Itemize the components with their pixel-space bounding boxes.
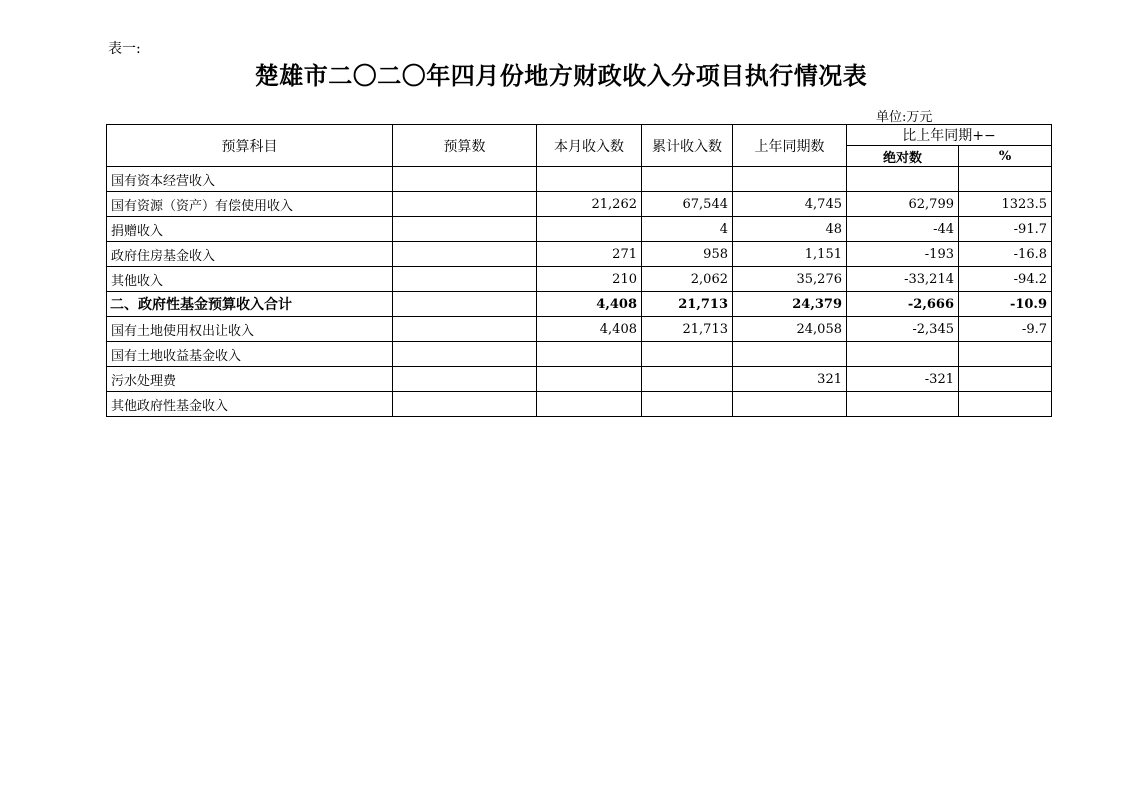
row-name: 国有土地收益基金收入 — [107, 342, 393, 367]
header-absolute: 绝对数 — [847, 146, 959, 167]
table-row-total — [107, 292, 1052, 317]
cell-absolute: -2,666 — [847, 292, 959, 317]
header-percent: % — [959, 146, 1052, 167]
cell-month: 4,408 — [537, 292, 642, 317]
cell-absolute: -2,345 — [847, 317, 959, 342]
table-row — [107, 267, 1052, 292]
row-name: 二、政府性基金预算收入合计 — [107, 292, 393, 317]
row-name: 捐赠收入 — [107, 217, 393, 242]
header-budget: 预算数 — [393, 125, 537, 167]
cell-lastyear: 4,745 — [733, 192, 847, 217]
cell-budget — [393, 317, 537, 342]
row-name: 政府住房基金收入 — [107, 242, 393, 267]
header-cumulative: 累计收入数 — [642, 125, 733, 167]
cell-lastyear: 24,058 — [733, 317, 847, 342]
cell-absolute: -33,214 — [847, 267, 959, 292]
cell-month — [537, 392, 642, 417]
cell-month — [537, 167, 642, 192]
row-name: 国有资本经营收入 — [107, 167, 393, 192]
cell-absolute: -321 — [847, 367, 959, 392]
table-row — [107, 242, 1052, 267]
table-row — [107, 342, 1052, 367]
cell-percent: -16.8 — [959, 242, 1052, 267]
revenue-table — [106, 124, 1052, 417]
cell-month: 21,262 — [537, 192, 642, 217]
cell-lastyear: 35,276 — [733, 267, 847, 292]
cell-month — [537, 367, 642, 392]
header-month: 本月收入数 — [537, 125, 642, 167]
cell-lastyear: 321 — [733, 367, 847, 392]
row-name: 污水处理费 — [107, 367, 393, 392]
page-title: 楚雄市二〇二〇年四月份地方财政收入分项目执行情况表 — [254, 62, 868, 90]
cell-budget — [393, 367, 537, 392]
cell-budget — [393, 242, 537, 267]
cell-absolute — [847, 392, 959, 417]
cell-month: 4,408 — [537, 317, 642, 342]
table-row — [107, 367, 1052, 392]
row-name: 其他收入 — [107, 267, 393, 292]
cell-cumulative — [642, 392, 733, 417]
header-subject: 预算科目 — [107, 125, 393, 167]
cell-lastyear: 48 — [733, 217, 847, 242]
cell-lastyear — [733, 167, 847, 192]
cell-percent: 1323.5 — [959, 192, 1052, 217]
cell-absolute — [847, 167, 959, 192]
cell-cumulative: 4 — [642, 217, 733, 242]
cell-month — [537, 342, 642, 367]
table-row — [107, 392, 1052, 417]
header-compare: 比上年同期+− — [847, 125, 1052, 146]
cell-cumulative — [642, 167, 733, 192]
cell-cumulative: 21,713 — [642, 317, 733, 342]
cell-cumulative: 67,544 — [642, 192, 733, 217]
table-row — [107, 217, 1052, 242]
cell-budget — [393, 217, 537, 242]
cell-percent: -94.2 — [959, 267, 1052, 292]
cell-lastyear — [733, 342, 847, 367]
cell-absolute: 62,799 — [847, 192, 959, 217]
cell-percent: -9.7 — [959, 317, 1052, 342]
cell-percent — [959, 342, 1052, 367]
cell-cumulative: 2,062 — [642, 267, 733, 292]
cell-cumulative: 21,713 — [642, 292, 733, 317]
cell-lastyear — [733, 392, 847, 417]
cell-budget — [393, 267, 537, 292]
row-name: 国有土地使用权出让收入 — [107, 317, 393, 342]
cell-budget — [393, 167, 537, 192]
cell-cumulative: 958 — [642, 242, 733, 267]
cell-cumulative — [642, 342, 733, 367]
table-number-label: 表一: — [108, 41, 141, 57]
cell-lastyear: 1,151 — [733, 242, 847, 267]
cell-budget — [393, 392, 537, 417]
cell-month — [537, 217, 642, 242]
cell-percent — [959, 392, 1052, 417]
cell-absolute: -44 — [847, 217, 959, 242]
row-name: 其他政府性基金收入 — [107, 392, 393, 417]
row-name: 国有资源（资产）有偿使用收入 — [107, 192, 393, 217]
header-lastyear: 上年同期数 — [733, 125, 847, 167]
cell-absolute — [847, 342, 959, 367]
cell-percent: -10.9 — [959, 292, 1052, 317]
table-row — [107, 317, 1052, 342]
cell-month: 210 — [537, 267, 642, 292]
cell-percent — [959, 167, 1052, 192]
table-row — [107, 192, 1052, 217]
cell-budget — [393, 292, 537, 317]
cell-percent — [959, 367, 1052, 392]
cell-budget — [393, 342, 537, 367]
cell-absolute: -193 — [847, 242, 959, 267]
cell-month: 271 — [537, 242, 642, 267]
cell-lastyear: 24,379 — [733, 292, 847, 317]
unit-label: 单位:万元 — [876, 110, 933, 125]
cell-percent: -91.7 — [959, 217, 1052, 242]
cell-budget — [393, 192, 537, 217]
cell-cumulative — [642, 367, 733, 392]
table-row — [107, 167, 1052, 192]
